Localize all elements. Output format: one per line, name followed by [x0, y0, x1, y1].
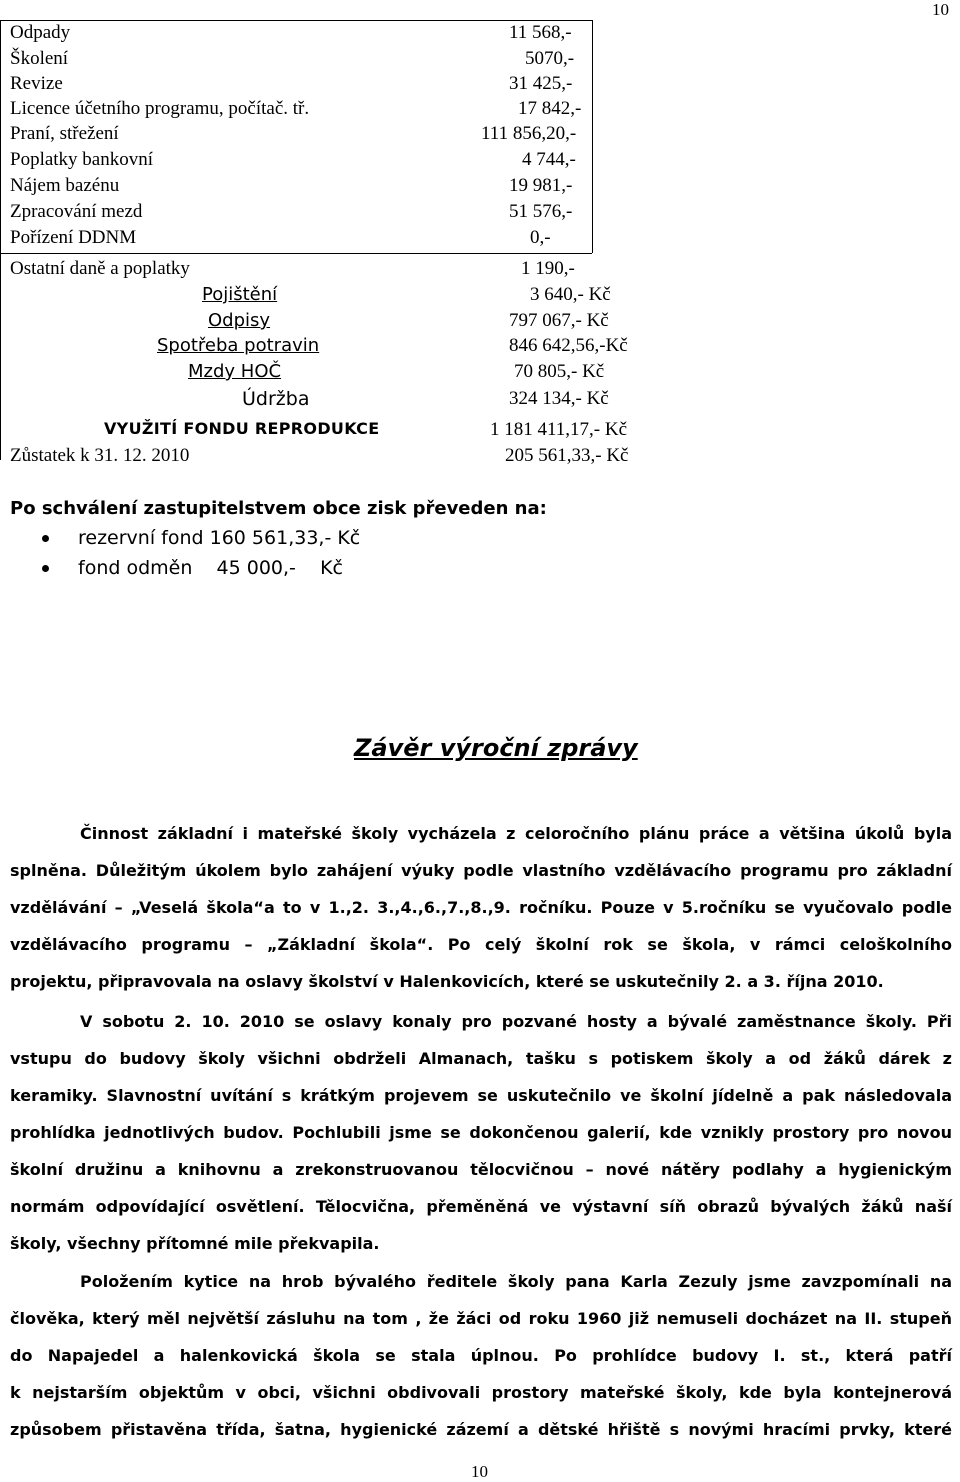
table-row [0, 149, 960, 175]
text-line: prohlídka jednotlivých budov. Pochlubili jsme se dokončenou galerií, kde vznikly prostory pro novou [10, 1123, 952, 1142]
item-label: Pojištění [202, 284, 278, 305]
text-line: Položením kytice na hrob bývalého ředitele školy pana Karla Zezuly jsme zavzpomínali na [80, 1272, 952, 1291]
text-line: normám odpovídající osvětlení. Tělocvična, přeměněná ve výstavní síň obrazů bývalých žáků naší [10, 1197, 952, 1216]
table-top-border [0, 20, 592, 21]
report-paragraph-2 [10, 1003, 952, 1262]
fund-list [10, 523, 360, 583]
item-value: 797 067,- Kč [509, 310, 609, 331]
expense-value: 1 190,- [521, 258, 575, 279]
report-paragraph-3 [10, 1263, 952, 1448]
expense-value: 0,- [530, 227, 551, 248]
table-row [0, 22, 960, 48]
page-number-bottom: 10 [471, 1462, 488, 1481]
expense-label: Odpady [10, 22, 71, 43]
approval-text: Po schválení zastupitelstvem obce zisk převeden na: [10, 498, 547, 519]
table-row [0, 201, 960, 227]
list-item [10, 553, 360, 583]
expense-value: 19 981,- [509, 175, 573, 196]
text-line: školy, všechny přítomné mile překvapila. [10, 1234, 380, 1253]
table-row [0, 361, 960, 387]
expense-value: 31 425,- [509, 73, 573, 94]
expense-label: Poplatky bankovní [10, 149, 154, 170]
page-number-top: 10 [932, 0, 949, 19]
text-line: člověka, který měl největší zásluhu na tom , že žáci od roku 1960 již nemuseli docházet na II. stupeň [10, 1309, 952, 1328]
table-divider [0, 253, 592, 254]
expense-value: 17 842,- [518, 98, 582, 119]
table-row [0, 227, 960, 253]
fund-usage-value: 1 181 411,17,- Kč [490, 419, 628, 440]
text-line: splněna. Důležitým úkolem bylo zahájení výuky podle vlastního vzdělávacího programu pro základní [10, 861, 952, 880]
fund-item: fond odměn 45 000,- Kč [78, 557, 343, 579]
expense-value: 4 744,- [522, 149, 576, 170]
expense-value: 11 568,- [509, 22, 572, 43]
expense-value: 5070,- [525, 48, 575, 69]
item-value: 324 134,- Kč [509, 388, 609, 409]
expense-label: Licence účetního programu, počítač. tř. [10, 98, 310, 119]
bullet-icon [42, 535, 49, 542]
table-row [0, 73, 960, 99]
text-line: do Napajedel a halenkovická škola se stala úplnou. Po prohlídce budovy I. st., která patří [10, 1346, 952, 1365]
text-line: V sobotu 2. 10. 2010 se oslavy konaly pro pozvané hosty a bývalé zaměstnance školy. Při [80, 1012, 952, 1031]
report-heading: Závěr výroční zprávy [354, 734, 638, 762]
text-line: vzdělávacího programu – „Základní škola“. Po celý školní rok se škola, v rámci celoškolního [10, 935, 952, 954]
table-row [0, 48, 960, 74]
table-row [0, 335, 960, 361]
text-line: školní družinu a knihovnu a zrekonstruovanou tělocvičnou – nové nátěry podlahy a hygienickým [10, 1160, 952, 1179]
text-line: Činnost základní i mateřské školy vycházela z celoročního plánu práce a většina úkolů byla [80, 824, 952, 843]
table-row [0, 123, 960, 149]
text-line: vzdělávání – „Veselá škola“a to v 1.,2. 3.,4.,6.,7.,8.,9. ročníku. Pouze v 5.ročníku se vyučovalo podle [10, 898, 952, 917]
expense-label: Ostatní daně a poplatky [10, 258, 190, 279]
fund-usage-label: VYUŽITÍ FONDU REPRODUKCE [104, 419, 380, 438]
table-row [0, 445, 960, 471]
list-item [10, 523, 360, 553]
expense-label: Revize [10, 73, 63, 94]
table-row [0, 258, 960, 284]
text-line: způsobem přistavěna třída, šatna, hygienické zázemí a dětské hřiště s novými hracími prvky, které [10, 1420, 952, 1439]
text-line: projektu, připravovala na oslavy školství v Halenkovicích, které se uskutečnily 2. a 3. října 2010. [10, 972, 884, 991]
item-value: 70 805,- Kč [514, 361, 605, 382]
item-label: Údržba [242, 388, 310, 410]
item-label: Mzdy HOČ [188, 361, 282, 382]
expense-label: Praní, střežení [10, 123, 119, 144]
balance-label: Zůstatek k 31. 12. 2010 [10, 445, 190, 466]
item-value: 846 642,56,-Kč [509, 335, 628, 356]
expense-label: Nájem bazénu [10, 175, 120, 196]
bullet-icon [42, 565, 49, 572]
expense-label: Školení [10, 48, 69, 69]
expense-value: 51 576,- [509, 201, 573, 222]
table-row [0, 419, 960, 445]
item-label: Spotřeba potravin [157, 335, 320, 356]
table-row [0, 310, 960, 336]
expense-label: Zpracování mezd [10, 201, 143, 222]
balance-value: 205 561,33,- Kč [505, 445, 629, 466]
table-row [0, 388, 960, 414]
item-value: 3 640,- Kč [530, 284, 611, 305]
expense-value: 111 856,20,- [481, 123, 577, 144]
table-row [0, 98, 960, 124]
table-row [0, 284, 960, 310]
text-line: k nejstarším objektům v obci, všichni obdivovali prostory mateřské školy, kde byla kontejnerová [10, 1383, 952, 1402]
expense-label: Pořízení DDNM [10, 227, 137, 248]
fund-item: rezervní fond 160 561,33,- Kč [78, 527, 361, 549]
text-line: keramiky. Slavnostní uvítání s krátkým projevem se uskutečnilo ve školní jídelně a pak následovala [10, 1086, 952, 1105]
report-paragraph-1 [10, 815, 952, 1000]
table-row [0, 175, 960, 201]
text-line: vstupu do budovy školy všichni obdrželi Almanach, tašku s potiskem školy a od žáků dárek z [10, 1049, 952, 1068]
item-label: Odpisy [208, 310, 271, 331]
